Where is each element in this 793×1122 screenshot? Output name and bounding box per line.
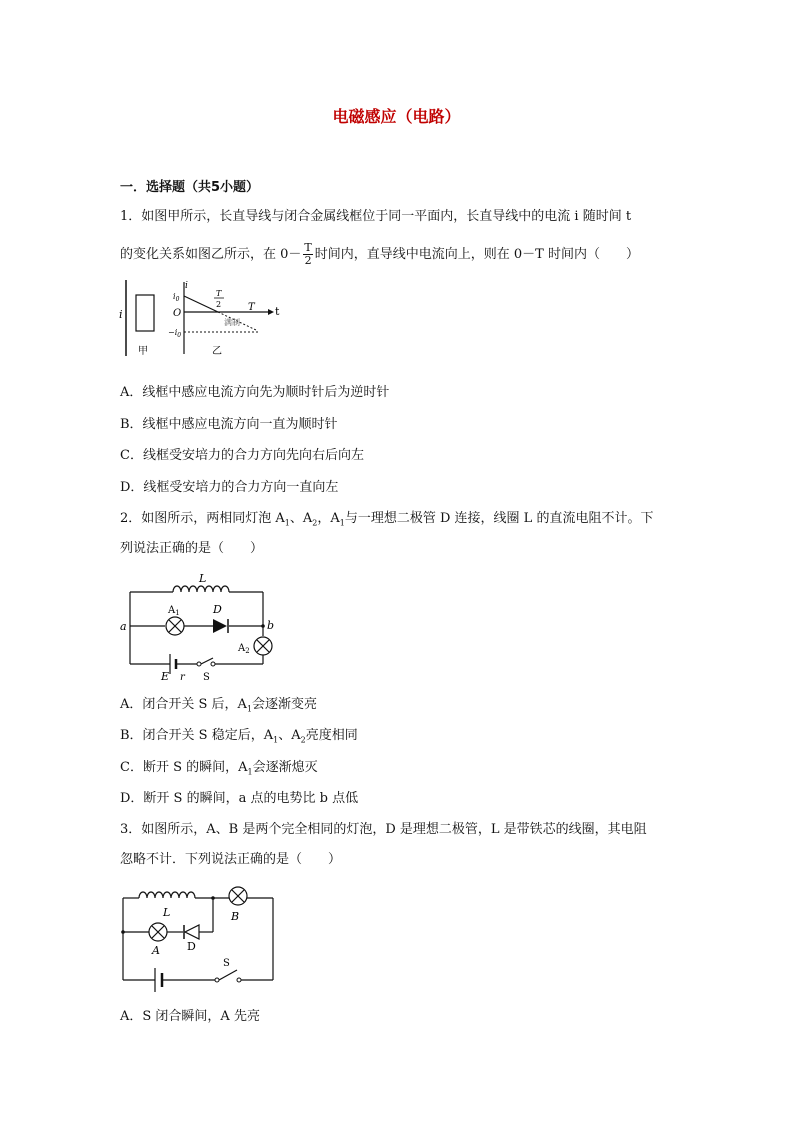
q3-label-S: S bbox=[223, 958, 230, 969]
q1-option-d[interactable]: D．线框受安培力的合力方向一直向左 bbox=[120, 480, 339, 495]
q1-graph-neg-i0-label: $-i_0$ bbox=[168, 328, 182, 339]
q2-diode bbox=[213, 619, 227, 633]
q2-label-D: D bbox=[213, 603, 222, 616]
q2-figure bbox=[115, 570, 285, 682]
q2-stem-line2: 列说法正确的是（ ） bbox=[120, 541, 264, 556]
q1-graph-t-label: t bbox=[275, 305, 280, 318]
q3-label-A: A bbox=[152, 944, 160, 957]
q3-label-D: D bbox=[187, 940, 196, 953]
q1-stem-line2 bbox=[120, 242, 639, 267]
q2-label-A1: $A_1$ bbox=[168, 605, 180, 617]
q1-graph-i0-label: $i_0$ bbox=[173, 292, 180, 303]
q1-graph-origin-label: O bbox=[173, 308, 182, 319]
q3-diode bbox=[185, 925, 199, 939]
q1-option-b[interactable]: B．线框中感应电流方向一直为顺时针 bbox=[120, 417, 338, 432]
q1-fraction bbox=[303, 242, 312, 267]
q1-graph-current-line bbox=[184, 296, 218, 312]
q2-option-a[interactable]: A．闭合开关 S 后，$A_1$会逐渐变亮 bbox=[120, 697, 318, 714]
q1-fraction-numerator: T bbox=[304, 241, 312, 254]
q2-option-b[interactable]: B．闭合开关 S 稳定后，$A_1$、$A_2$亮度相同 bbox=[120, 728, 358, 745]
q1-figure bbox=[110, 276, 290, 362]
q1-graph-half-T-den: 2 bbox=[216, 300, 222, 309]
q3-stem-line1: 3．如图所示，A、B 是两个完全相同的灯泡，D 是理想二极管，L 是带铁芯的线圈，其电阻 bbox=[120, 822, 647, 837]
q1-option-c[interactable]: C．线框受安培力的合力方向先向右后向左 bbox=[120, 448, 364, 463]
q1-label-yi: 乙 bbox=[212, 346, 222, 357]
q2-option-c[interactable]: C．断开 S 的瞬间，$A_1$会逐渐熄灭 bbox=[120, 760, 318, 777]
q1-graph-half-T-num: T bbox=[216, 289, 222, 298]
q2-label-L: L bbox=[199, 572, 207, 585]
q3-figure bbox=[115, 880, 285, 998]
q1-fraction-denominator: 2 bbox=[304, 254, 312, 267]
q3-switch bbox=[219, 970, 237, 980]
q3-stem-line2: 忽略不计．下列说法正确的是（ ） bbox=[120, 852, 342, 867]
q2-label-a: a bbox=[120, 620, 127, 633]
q1-graph-T-label: T bbox=[248, 302, 255, 313]
q3-label-B: B bbox=[231, 910, 240, 923]
q1-option-a[interactable]: A．线框中感应电流方向先为顺时针后为逆时针 bbox=[120, 385, 390, 400]
q3-label-L: L bbox=[163, 906, 171, 919]
q2-label-S: S bbox=[203, 672, 210, 682]
q1-wire-current-label: i bbox=[119, 308, 123, 321]
q1-label-jia: 甲 bbox=[138, 346, 148, 357]
q2-option-d[interactable]: D．断开 S 的瞬间，a 点的电势比 b 点低 bbox=[120, 791, 359, 806]
section-heading: 一．选择题（共5小题） bbox=[120, 180, 260, 195]
q2-inductor bbox=[173, 586, 229, 592]
q1-wire-loop bbox=[136, 295, 154, 331]
q1-stem-line1: 1．如图甲所示，长直导线与闭合金属线框位于同一平面内，长直导线中的电流 i 随时间 t bbox=[120, 209, 632, 224]
q3-option-a[interactable]: A．S 闭合瞬间，A 先亮 bbox=[120, 1009, 260, 1024]
q2-label-r: r bbox=[180, 672, 185, 682]
q2-label-b: b bbox=[267, 619, 275, 632]
q1-stem-line2-end: 时间内，直导线中电流向上，则在 0－T 时间内（ ） bbox=[314, 247, 639, 262]
q3-inductor bbox=[139, 892, 195, 898]
q1-graph-i-label: i bbox=[185, 281, 188, 291]
q1-graph-watermark: 满制 bbox=[224, 318, 240, 327]
q1-graph-t-arrow bbox=[268, 309, 274, 315]
q1-stem-line2-start: 的变化关系如图乙所示，在 0－ bbox=[120, 247, 302, 262]
q2-stem-line1: 2．如图所示，两相同灯泡 $A_1$、$A_2$，$A_1$与一理想二极管 D 连接，线圈 L 的直流电阻不计。下 bbox=[120, 511, 654, 528]
q2-label-A2: $A_2$ bbox=[238, 643, 250, 655]
q2-label-E: E bbox=[161, 670, 170, 682]
page-title: 电磁感应（电路） bbox=[332, 107, 461, 126]
